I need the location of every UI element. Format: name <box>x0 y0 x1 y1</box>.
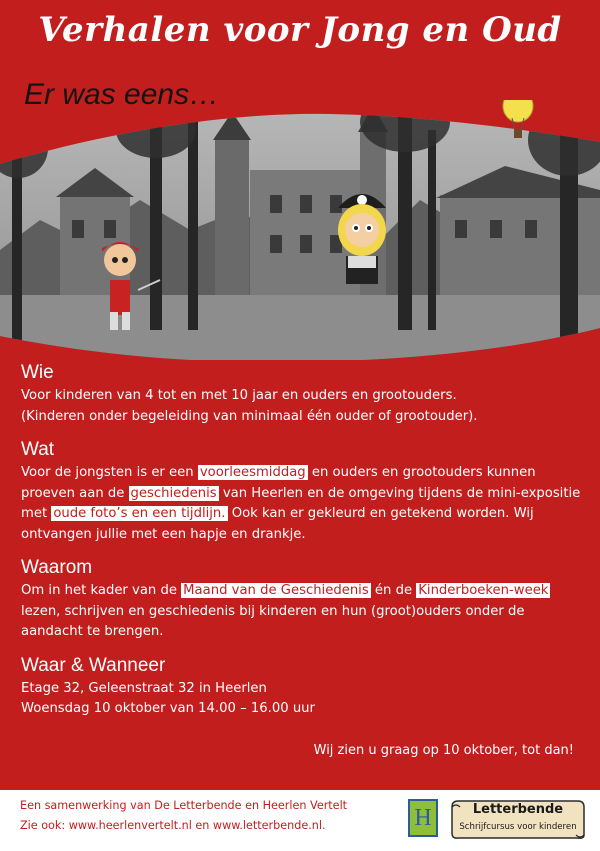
logo-letter: H <box>414 805 432 831</box>
highlight: Maand van de Geschiedenis <box>183 583 369 598</box>
footer-line: Een samenwerking van De Letterbende en Heerlen Vertelt <box>20 799 348 812</box>
letterbende-logo <box>450 798 586 840</box>
highlight: Kinderboeken-week <box>418 583 549 598</box>
text-run: én de <box>370 583 417 598</box>
heerlen-vertelt-logo <box>408 799 438 837</box>
content <box>21 360 581 730</box>
text-run: van Heerlen en de omgeving tijdens de mini-expositie met <box>21 485 581 521</box>
section-wat <box>21 437 581 545</box>
section-text <box>21 463 581 545</box>
section-heading: Wie <box>21 362 54 383</box>
section-text <box>21 386 581 427</box>
section-waarom <box>21 555 581 643</box>
section-wie <box>21 360 581 427</box>
footer <box>20 798 400 838</box>
text-run: en ouders en grootouders kunnen proeven aan de <box>21 465 536 501</box>
text-line: Voor kinderen van 4 tot en met 10 jaar en ouders en grootouders. <box>21 388 457 403</box>
highlight: oude foto’s en een tijdlijn. <box>53 506 226 521</box>
text-run: lezen, schrijven en geschiedenis bij kinderen en hun (groot)ouders onder de aandacht te brengen. <box>21 603 525 639</box>
section-text <box>21 679 581 720</box>
footer-links: Zie ook: www.heerlenvertelt.nl en www.letterbende.nl. <box>20 819 326 832</box>
section-heading: Wat <box>21 439 55 460</box>
page-title: Verhalen voor Jong en Oud <box>38 10 562 50</box>
highlight: voorleesmiddag <box>199 465 306 480</box>
logo-subtitle: Schrijfcursus voor kinderen <box>459 822 577 832</box>
text-run: Voor de jongsten is er een <box>21 465 198 480</box>
text-line: Woensdag 10 oktober van 14.00 – 16.00 uur <box>21 701 315 716</box>
section-heading: Waar & Wanneer <box>21 654 166 676</box>
closing-text: Wij zien u graag op 10 oktober, tot dan! <box>313 743 574 758</box>
castle-illustration <box>0 100 600 360</box>
text-run: Om in het kader van de <box>21 583 182 598</box>
logo-title: Letterbende <box>472 802 564 817</box>
section-heading: Waarom <box>21 557 93 578</box>
page-subtitle: Er was eens… <box>24 78 220 111</box>
highlight: geschiedenis <box>130 485 217 501</box>
text-run: Ook kan er gekleurd en getekend worden. Wij ontvangen jullie met een hapje en drankje. <box>21 506 534 542</box>
text-line: (Kinderen onder begeleiding van minimaal één ouder of grootouder). <box>21 408 478 424</box>
section-text <box>21 581 581 643</box>
section-waar-wanneer <box>21 653 581 720</box>
text-line: Etage 32, Geleenstraat 32 in Heerlen <box>21 680 267 696</box>
